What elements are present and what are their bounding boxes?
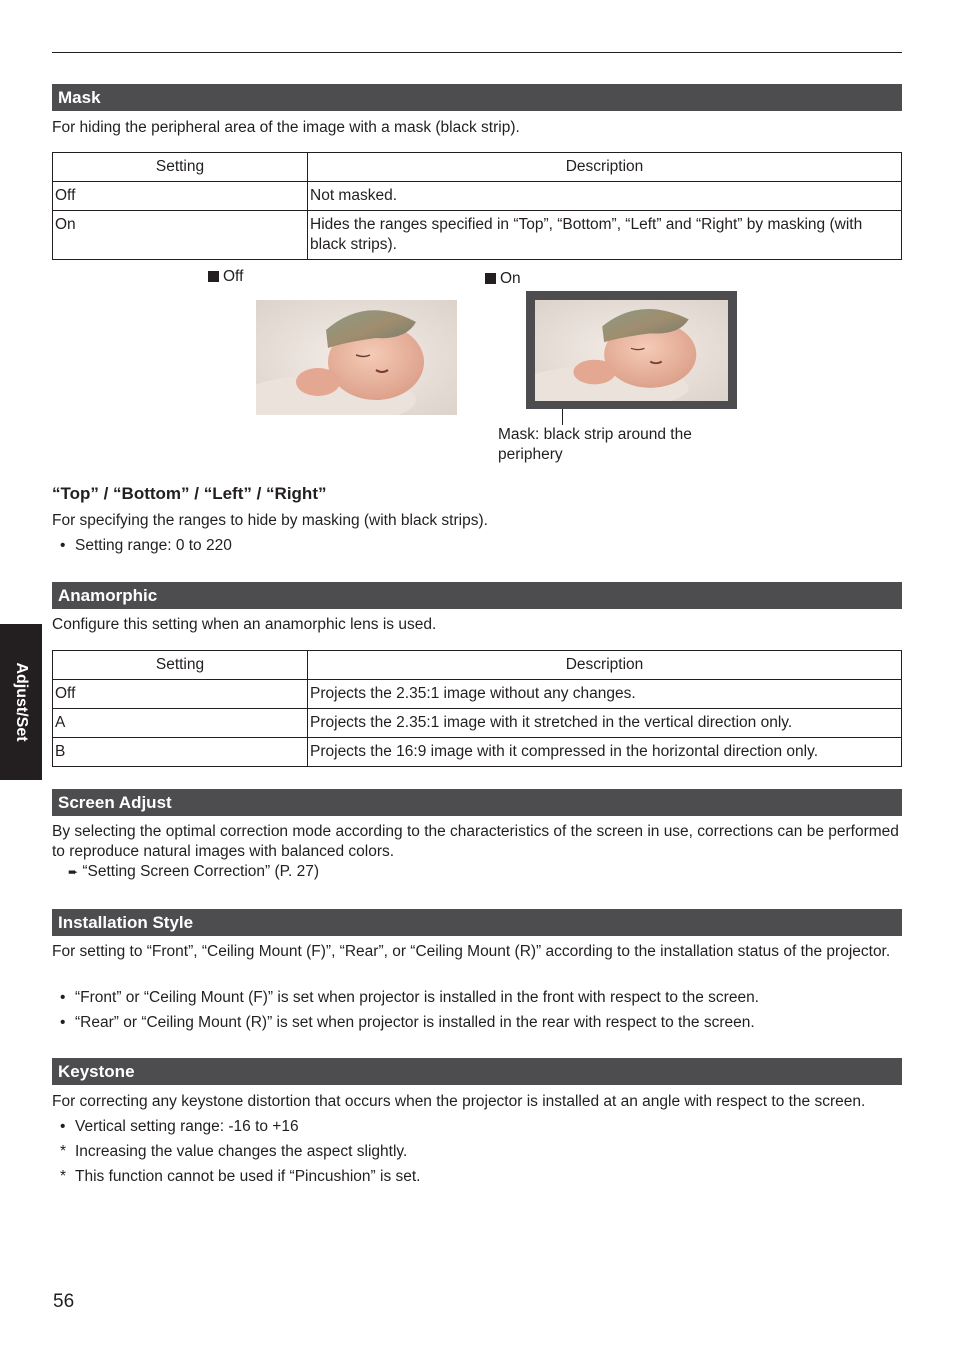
installation-style-text: For setting to “Front”, “Ceiling Mount (F)”, “Rear”, or “Ceiling Mount (R)” according to the installation status of the projector. [52,943,891,960]
table-cell: B [53,738,308,767]
table-cell: Off [53,680,308,709]
table-header-row [53,153,902,182]
side-tab-label: Adjust/Set [13,662,30,742]
table-header: Description [308,153,902,182]
table-row [53,709,902,738]
side-tab [0,624,42,780]
note-item: * This function cannot be used if “Pincushion” is set. [60,1168,421,1185]
table-cell: Projects the 2.35:1 image without any changes. [308,680,902,709]
table-cell: Projects the 2.35:1 image with it stretched in the vertical direction only. [308,709,902,738]
square-bullet-icon [485,273,496,284]
keystone-text: For correcting any keystone distortion that occurs when the projector is installed at an angle with respect to the screen. [52,1093,866,1110]
screen-adjust-text: By selecting the optimal correction mode according to the characteristics of the screen in use, corrections can be performed to reproduce natural images with balanced colors. [52,823,899,860]
top-rule [52,52,902,53]
mask-intro: For hiding the peripheral area of the image with a mask (black strip). [52,119,520,136]
anamorphic-intro: Configure this setting when an anamorphic lens is used. [52,616,437,633]
table-header-row [53,651,902,680]
section-header-anamorphic: Anamorphic [52,582,902,609]
table-cell: Off [53,182,308,211]
section-header-mask: Mask [52,84,902,111]
table-row [53,182,902,211]
note-item: * Increasing the value changes the aspect slightly. [60,1143,408,1160]
table-cell: On [53,211,308,260]
table-row [53,680,902,709]
table-cell: Projects the 16:9 image with it compressed in the horizontal direction only. [308,738,902,767]
anamorphic-table [52,650,902,767]
figure-off-label: Off [208,267,243,287]
table-row [53,211,902,260]
section-header-screen-adjust: Screen Adjust [52,789,902,816]
sub-title: “Top” / “Bottom” / “Left” / “Right” [52,484,327,503]
mask-caption: Mask: black strip around the periphery [498,426,692,463]
list-item: • Vertical setting range: -16 to +16 [60,1118,299,1135]
arrow-right-icon: ➨ [68,865,79,879]
figure-on-label: On [485,269,521,289]
mask-table [52,152,902,260]
page-number: 56 [53,1291,75,1312]
baby-photo-off [256,300,457,415]
reference-link[interactable]: ➨ “Setting Screen Correction” (P. 27) [68,863,319,880]
sub-text: For specifying the ranges to hide by masking (with black strips). [52,512,488,529]
section-header-installation-style: Installation Style [52,909,902,936]
square-bullet-icon [208,271,219,282]
callout-line [562,409,563,425]
table-header: Description [308,651,902,680]
list-item: • Setting range: 0 to 220 [60,537,232,554]
list-item: • “Rear” or “Ceiling Mount (R)” is set when projector is installed in the rear with respect to the screen. [60,1014,755,1031]
table-cell: A [53,709,308,738]
baby-photo-on [535,300,728,401]
table-header: Setting [53,153,308,182]
section-header-keystone: Keystone [52,1058,902,1085]
list-item: • “Front” or “Ceiling Mount (F)” is set when projector is installed in the front with respect to the screen. [60,989,759,1006]
table-cell: Not masked. [308,182,902,211]
table-cell: Hides the ranges specified in “Top”, “Bottom”, “Left” and “Right” by masking (with black strips). [308,211,902,260]
table-header: Setting [53,651,308,680]
table-row [53,738,902,767]
